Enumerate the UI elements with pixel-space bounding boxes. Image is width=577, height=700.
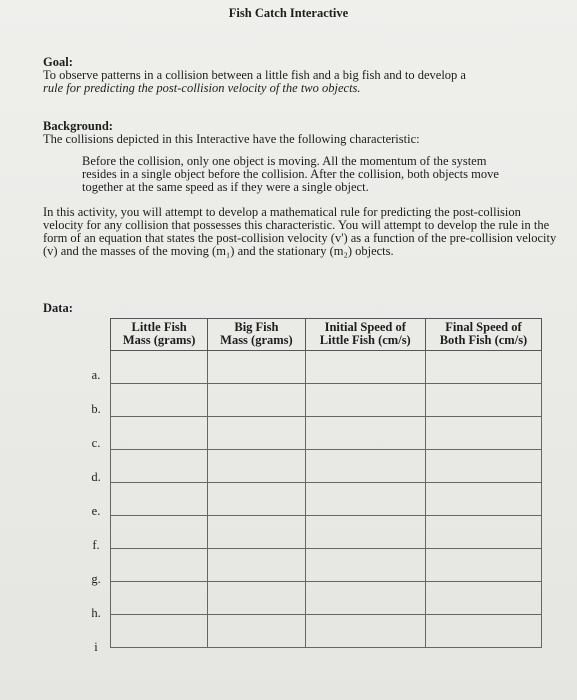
table-cell[interactable]	[425, 483, 541, 516]
row-label: h.	[91, 606, 101, 620]
table-cell[interactable]	[111, 582, 208, 615]
goal-text-line-2: rule for predicting the post-collision velocity of the two objects.	[43, 81, 361, 95]
table-cell[interactable]	[111, 549, 208, 582]
table-cell[interactable]	[208, 483, 305, 516]
table-cell[interactable]	[305, 351, 425, 384]
goal-heading: Goal:	[43, 55, 73, 69]
column-header-initial-speed: Initial Speed of Little Fish (cm/s)	[305, 319, 425, 351]
table-cell[interactable]	[208, 384, 305, 417]
table-cell[interactable]	[111, 450, 208, 483]
table-cell[interactable]	[425, 615, 541, 648]
characteristic-description: Before the collision, only one object is moving. All the momentum of the system resides in a single object before the collision. After the collision, both objects move together at the same speed as if they were a single object.	[82, 154, 499, 194]
row-label: a.	[91, 368, 101, 382]
table-cell[interactable]	[111, 351, 208, 384]
table-cell[interactable]	[305, 582, 425, 615]
row-label: f.	[92, 538, 100, 552]
row-label: e.	[91, 504, 101, 518]
data-heading: Data:	[43, 301, 73, 315]
table-row	[111, 516, 542, 549]
table-cell[interactable]	[111, 384, 208, 417]
table-cell[interactable]	[425, 351, 541, 384]
activity-description: In this activity, you will attempt to develop a mathematical rule for predicting the post-collision velocity for any collision that possesses this characteristic. You will attempt to develop the rule in the form of an equation that states the post-collision velocity (v') as a function of the pre-collision velocity (v) and the masses of the moving (m₁) and the stationary (m₂) objects.	[43, 205, 557, 258]
table-cell[interactable]	[208, 351, 305, 384]
table-row	[111, 483, 542, 516]
goal-text-line-1: To observe patterns in a collision between a little fish and a big fish and to develop a	[43, 68, 466, 82]
row-label: i	[94, 640, 98, 654]
table-cell[interactable]	[425, 516, 541, 549]
table-cell[interactable]	[208, 516, 305, 549]
page-title: Fish Catch Interactive	[228, 6, 349, 20]
table-row	[111, 351, 542, 384]
row-label: g.	[91, 572, 101, 586]
row-label: b.	[91, 402, 101, 416]
background-section	[43, 120, 543, 146]
table-cell[interactable]	[208, 417, 305, 450]
data-table	[110, 318, 542, 648]
table-row	[111, 615, 542, 648]
column-header-little-fish-mass: Little Fish Mass (grams)	[111, 319, 208, 351]
background-heading: Background:	[43, 119, 113, 133]
table-cell[interactable]	[425, 582, 541, 615]
row-label: d.	[91, 470, 101, 484]
table-cell[interactable]	[208, 549, 305, 582]
table-row	[111, 417, 542, 450]
table-row	[111, 549, 542, 582]
table-cell[interactable]	[208, 582, 305, 615]
row-label: c.	[91, 436, 101, 450]
table-cell[interactable]	[425, 549, 541, 582]
table-cell[interactable]	[305, 549, 425, 582]
table-row	[111, 450, 542, 483]
table-cell[interactable]	[425, 450, 541, 483]
table-cell[interactable]	[111, 483, 208, 516]
table-cell[interactable]	[305, 615, 425, 648]
column-header-final-speed: Final Speed of Both Fish (cm/s)	[425, 319, 541, 351]
table-cell[interactable]	[111, 417, 208, 450]
background-intro: The collisions depicted in this Interactive have the following characteristic:	[43, 132, 420, 146]
table-cell[interactable]	[305, 483, 425, 516]
table-row	[111, 384, 542, 417]
table-cell[interactable]	[305, 417, 425, 450]
table-cell[interactable]	[111, 516, 208, 549]
table-row	[111, 582, 542, 615]
table-cell[interactable]	[208, 450, 305, 483]
table-cell[interactable]	[305, 384, 425, 417]
table-cell[interactable]	[111, 615, 208, 648]
column-header-big-fish-mass: Big Fish Mass (grams)	[208, 319, 305, 351]
table-header-row	[111, 319, 542, 351]
table-cell[interactable]	[305, 516, 425, 549]
goal-section	[43, 56, 543, 95]
table-cell[interactable]	[425, 384, 541, 417]
table-cell[interactable]	[305, 450, 425, 483]
table-cell[interactable]	[425, 417, 541, 450]
table-cell[interactable]	[208, 615, 305, 648]
